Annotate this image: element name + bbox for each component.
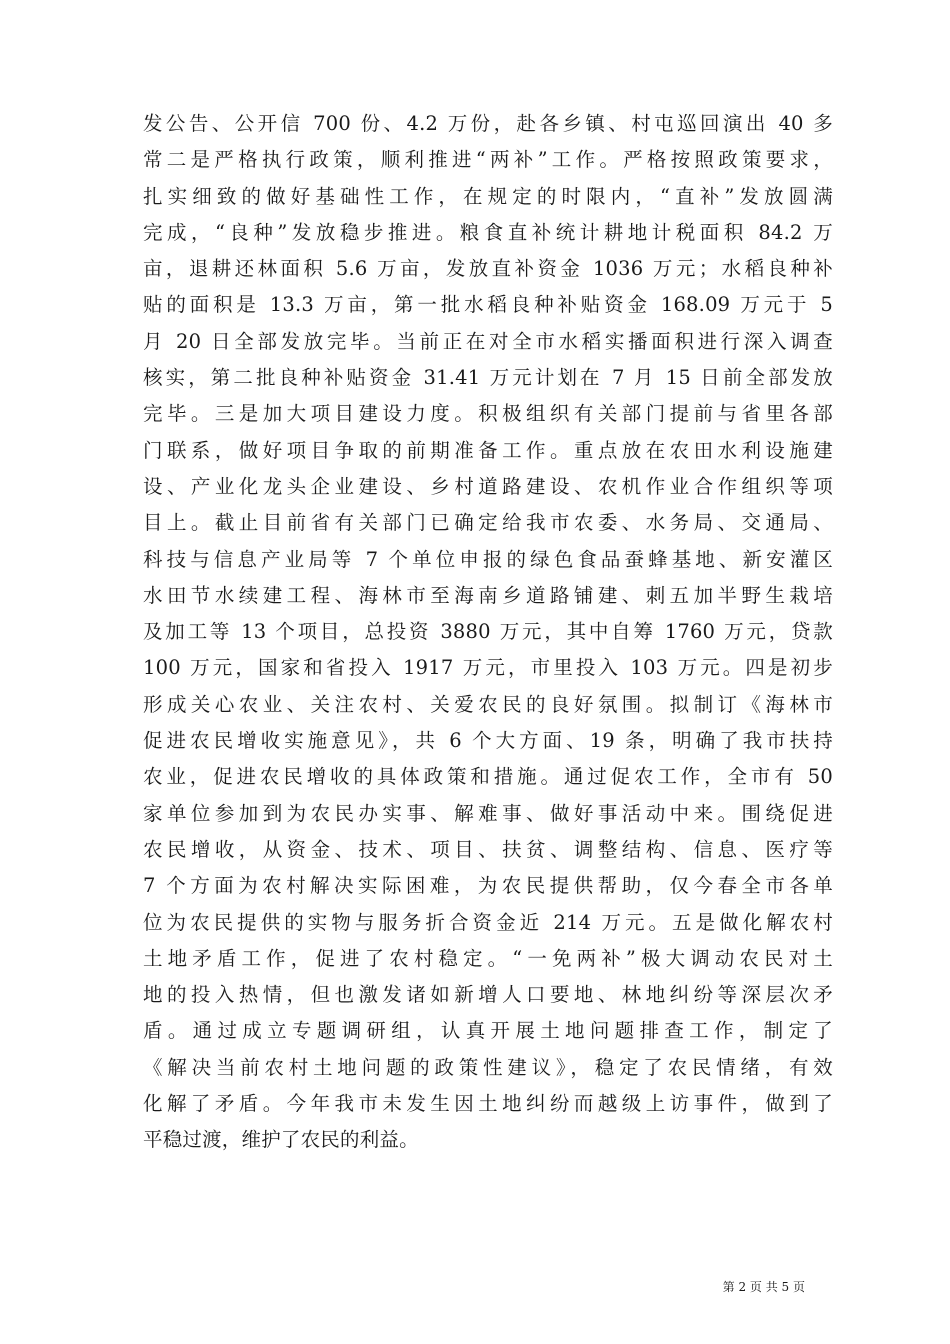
text-line: 科技与信息产业局等 7 个单位申报的绿色食品蚕蜂基地、新安灌区 [143,547,833,571]
text-line: 农民增收，从资金、技术、项目、扶贫、调整结构、信息、医疗等 [143,837,833,861]
text-line-last: 平稳过渡，维护了农民的利益。 [143,1128,419,1152]
text-line: 盾。通过成立专题调研组，认真开展土地问题排查工作，制定了 [143,1019,833,1043]
text-line: 土地矛盾工作，促进了农村稳定。“一免两补”极大调动农民对土 [143,946,833,970]
text-line: 常二是严格执行政策，顺利推进“两补”工作。严格按照政策要求， [143,148,833,172]
text-line: 化解了矛盾。今年我市未发生因土地纠纷而越级上访事件，做到了 [143,1092,833,1116]
text-line: 7 个方面为农村解决实际困难，为农民提供帮助，仅今春全市各单 [143,874,833,898]
text-line: 地的投入热情，但也激发诸如新增人口要地、林地纠纷等深层次矛 [143,983,833,1007]
text-line: 门联系，做好项目争取的前期准备工作。重点放在农田水利设施建 [143,438,833,462]
text-line: 完成，“良种”发放稳步推进。粮食直补统计耕地计税面积 84.2 万 [143,220,833,244]
text-line: 月 20 日全部发放完毕。当前正在对全市水稻实播面积进行深入调查 [143,329,833,353]
text-line: 核实，第二批良种补贴资金 31.41 万元计划在 7 月 15 日前全部发放 [143,366,833,390]
text-line: 100 万元，国家和省投入 1917 万元，市里投入 103 万元。四是初步 [143,656,833,680]
body-paragraph [143,106,833,1159]
text-line: 扎实细致的做好基础性工作，在规定的时限内，“直补”发放圆满 [143,184,833,208]
text-line: 目上。截止目前省有关部门已确定给我市农委、水务局、交通局、 [143,511,833,535]
text-line: 亩，退耕还林面积 5.6 万亩，发放直补资金 1036 万元；水稻良种补 [143,257,833,281]
text-line: 家单位参加到为农民办实事、解难事、做好事活动中来。围绕促进 [143,801,833,825]
text-line: 贴的面积是 13.3 万亩，第一批水稻良种补贴资金 168.09 万元于 5 [143,293,833,317]
text-line: 水田节水续建工程、海林市至海南乡道路铺建、刺五加半野生栽培 [143,583,833,607]
text-line: 形成关心农业、关注农村、关爱农民的良好氛围。拟制订《海林市 [143,692,833,716]
text-line: 位为农民提供的实物与服务折合资金近 214 万元。五是做化解农村 [143,910,833,934]
text-line: 促进农民增收实施意见》，共 6 个大方面、19 条，明确了我市扶持 [143,729,833,753]
page-number-footer: 第 2 页 共 5 页 [722,1280,805,1294]
text-line: 设、产业化龙头企业建设、乡村道路建设、农机作业合作组织等项 [143,474,833,498]
text-line: 及加工等 13 个项目，总投资 3880 万元，其中自筹 1760 万元，贷款 [143,620,833,644]
text-line: 《解决当前农村土地问题的政策性建议》，稳定了农民情绪，有效 [143,1055,833,1079]
text-line: 完毕。三是加大项目建设力度。积极组织有关部门提前与省里各部 [143,402,833,426]
text-line: 发公告、公开信 700 份、4.2 万份，赴各乡镇、村屯巡回演出 40 多 [143,112,833,135]
text-line: 农业，促进农民增收的具体政策和措施。通过促农工作，全市有 50 [143,765,833,789]
